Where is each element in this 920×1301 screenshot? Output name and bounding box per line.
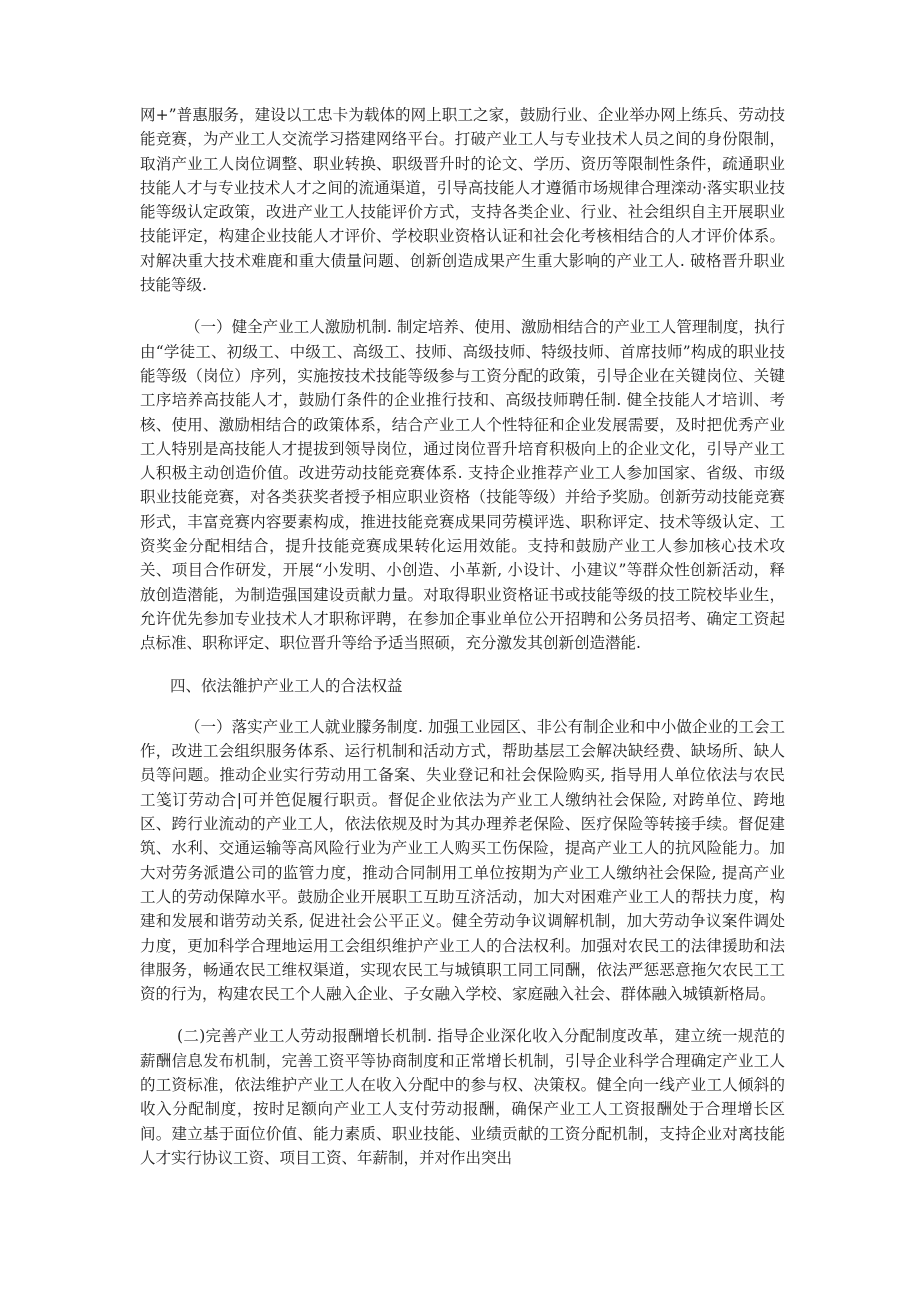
paragraph-incentive-mechanism: （一）健全产业工人激励机制. 制定培养、使用、激励相结合的产业工人管理制度，执行由“学徒工、初级工、中级工、高级工、技师、高级技师、特级技师、首席技师”构成的职业技能等级（岗位）序列，实施按技术技能等级参与工资分配的政策，引导企业在关键岗位、关键工序培养高技能人才，鼓励仃条件的企业推行技和、高级技师聘任制. 健全技能人才培训、考核、使用、激励相结合的政策体系，结合产业工人个性特征和企业发展需要，及时把优秀产业工人特别是高技能人才提拔到领导岗位，通过岗位晋升培育积极向上的企业文化，引导产业工人积极主动创造价值。改进劳动技能竞赛体系. 支持企业推荐产业工人参加国家、省级、市级职业技能竞赛，对各类获奖者授予相应职业资格（技能等级）并给予奖励。创新劳动技能竞赛形式，丰富竞赛内容要素构成，推进技能竞赛成果同劳模评选、职称评定、技术等级认定、工资奖金分配相结合，提升技能竞赛成果转化运用效能。支持和鼓励产业工人参加核心技术攻关、项目合作研发，开展“小发明、小创造、小革新, 小设计、小建议”等群众性创新活动，释放创造潜能，为制造强国建设贡献力量。对取得职业资格证书或技能等级的技工院校毕业生，允许优先参加专业技术人才职称评聘，在参加企事业单位公开招聘和公务员招考、确定工资起点标准、职称评定、职位晋升等给予适当照硕，充分激发其创新创造潜能. — [140, 318, 785, 653]
section-heading-rights: 四、依法雒护产业工人的合法权益 — [170, 676, 403, 695]
document-page — [140, 103, 785, 1188]
paragraph-wage-growth: (二)完善产业工人劳动报酬增长机制. 指导企业深化收入分配制度改革，建立统一规范的薪酬信息发布机制，完善工资平等协商制度和正常增长机制，引导企业科学合理确定产业工人的工资标准，依法维护产业工人在收入分配中的参与权、决策权。健全向一线产业工人倾斜的收入分配制度，按时足额向产业工人支付劳动报酬，确保产业工人工资报酬处于合理增长区间。建立基于面位价值、能力素质、职业技能、业绩贡献的工资分配机制，支持企业对离技能人才实行协议工资、项目工资、年薪制，并对作出突出 — [140, 1027, 785, 1167]
paragraph-employment-services: （一）落实产业工人就业朦务制度. 加强工业园区、非公有制企业和中小做企业的工会工作，改进工会组织服务体系、运行机制和活动方式，帮助基层工会解决缺经费、缺场所、缺人员等问题。推动企业实行劳动用工备案、失业登记和社会保险购买, 指导用人单位依法与农民工笺订劳动合|可并笆促履行职贡。督促企业依法为产业工人缴纳社会保险, 对跨单位、跨地区、跨行业流动的产业工人，依法依规及时为其办理养老保险、医疗保险等转接手续。督促建筑、水利、交通运输等高风险行业为产业工人购买工伤保险，提高产业工人的抗风险能力。加大对劳务派遣公司的监管力度，推动合同制用工单位按期为产业工人缴纳社会保险, 提高产业工人的劳动保障水平。鼓励企业开展职工互助互济活动，加大对困难产业工人的帮扶力度，构建和发展和谐劳动关系, 促进社会公平正义。健全劳动争议调解机制，加大劳动争议案件调处力度，更加科学合理地运用工会组织维护产业工人的合法权利。加强对农民工的法律援助和法律服务，畅通农民工维权渠道，实现农民工与城镇职工同工同酬，依法严惩恶意拖欠农民工工资的行为，构建农民工个人融入企业、子女融入学校、家庭融入社会、群体融入城镇新格局。 — [140, 717, 785, 1004]
paragraph-online-services: 网+”普惠服务，建设以工忠卡为载体的网上职工之家，鼓励行业、企业举办网上练兵、劳动技能竞赛，为产业工人交流学习搭建网络平台。打破产业工人与专业技术人员之间的身份限制，取消产业工人岗位调整、职业转换、职级晋升时的论文、学历、资历等限制性条件，疏通职业技能人才与专业技术人才之间的流通渠道，引导高技能人才遵循市场规律合理滦动·落实职业技能等级认定政策，改进产业工人技能评价方式，支持各类企业、行业、社会组织自主开展职业技能评定，构建企业技能人才评价、学校职业资格认证和社会化考核相结合的人才评价体系。对解决重大技术难鹿和重大债量问题、创新创造成果产生重大影响的产业工人. 破格晋升职业技能等级. — [140, 106, 785, 295]
